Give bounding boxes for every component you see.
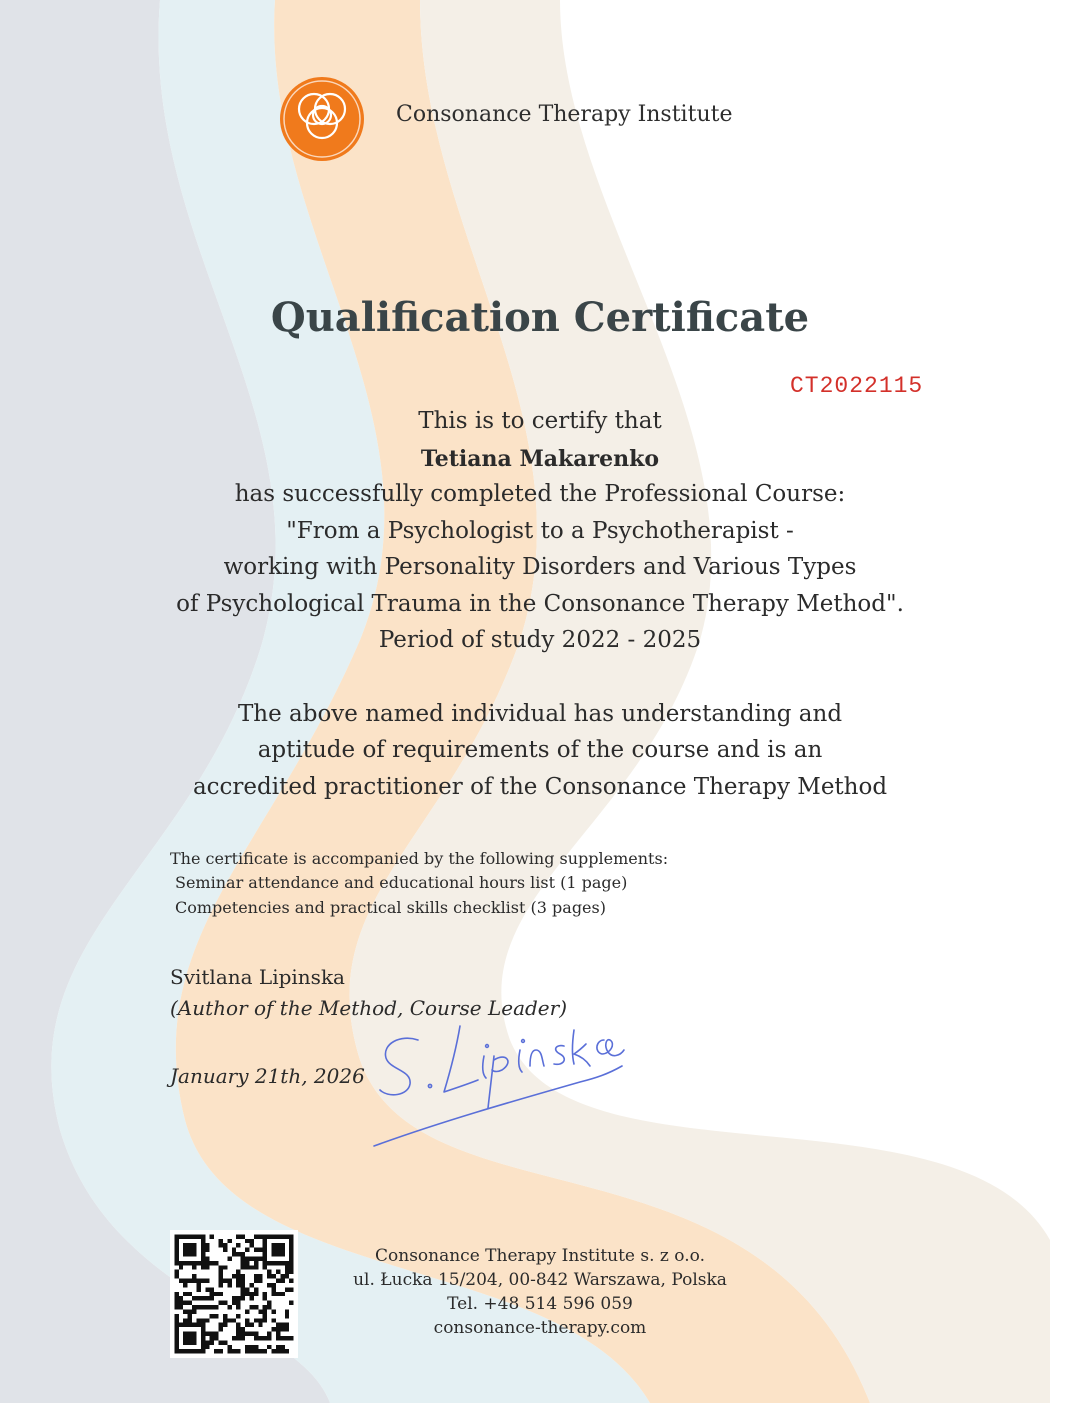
statement-line: The above named individual has understanding and <box>237 701 843 727</box>
institute-name: Consonance Therapy Institute <box>396 102 733 127</box>
supplement-item: Seminar attendance and educational hours list (1 page) <box>175 873 628 892</box>
certificate-number: CT2022115 <box>790 373 924 399</box>
footer-company-name: Consonance Therapy Institute s. z o.o. <box>375 1246 705 1266</box>
study-period: Period of study 2022 - 2025 <box>378 627 702 653</box>
issue-date: January 21th, 2026 <box>170 1064 365 1088</box>
course-line: working with Personality Disorders and Various Types <box>223 554 857 580</box>
handwritten-signature <box>360 1010 630 1160</box>
footer-website-link[interactable]: consonance-therapy.com <box>433 1318 647 1338</box>
footer-address: ul. Łucka 15/204, 00-842 Warszawa, Polska <box>353 1270 727 1290</box>
footer-phone: Tel. +48 514 596 059 <box>447 1294 633 1314</box>
certificate-title: Qualification Certificate <box>270 294 810 341</box>
course-line: has successfully completed the Professional Course: <box>234 481 846 507</box>
signer-name: Svitlana Lipinska <box>170 965 345 989</box>
certify-intro: This is to certify that <box>418 408 662 434</box>
course-line: "From a Psychologist to a Psychotherapist - <box>286 518 794 544</box>
course-line: of Psychological Trauma in the Consonance Therapy Method". <box>176 591 904 617</box>
recipient-name: Tetiana Makarenko <box>420 446 660 472</box>
supplements-intro: The certificate is accompanied by the following supplements: <box>170 849 669 868</box>
institute-logo-icon <box>278 75 366 163</box>
supplement-item: Competencies and practical skills checklist (3 pages) <box>175 898 606 917</box>
signer-role: (Author of the Method, Course Leader) <box>170 996 567 1020</box>
qr-code[interactable] <box>170 1230 298 1358</box>
statement-line: accredited practitioner of the Consonance Therapy Method <box>192 774 888 800</box>
statement-line: aptitude of requirements of the course and is an <box>257 737 823 763</box>
